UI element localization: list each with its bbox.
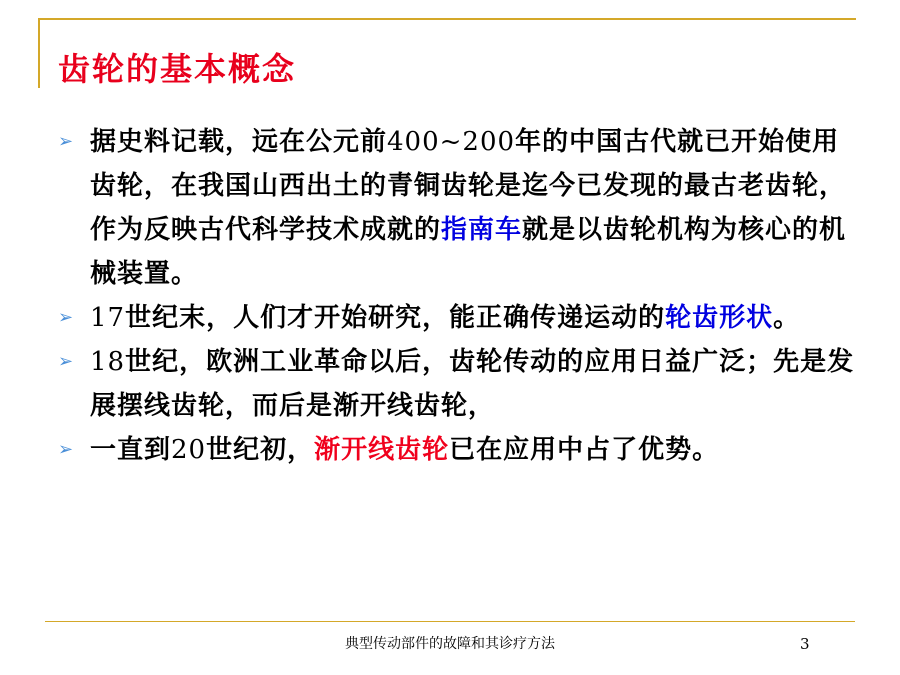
bullet-item-1	[56, 120, 856, 296]
bullet-1-before: 据史料记载，远在公元前	[90, 127, 388, 157]
bullet-1-year-range: 400~200	[387, 127, 516, 157]
arrow-bullet-icon: ➢	[58, 131, 75, 152]
footer-divider-line	[45, 621, 855, 622]
bullet-4-text: 世纪初，	[206, 435, 315, 465]
bullet-3-century: 18	[90, 347, 126, 377]
bullet-1-highlight: 指南车	[441, 215, 523, 245]
slide-title: 齿轮的基本概念	[58, 50, 297, 88]
bullet-4-before: 一直到	[90, 435, 172, 465]
bullet-1-after: 年的中国古代就已开始使用齿轮，在我国山西出土的青铜齿轮是迄今已发现的最古老齿轮，作为反映古代科学技术成就的	[90, 127, 847, 245]
arrow-bullet-icon: ➢	[58, 307, 75, 328]
bullet-2-century: 17	[90, 303, 126, 333]
footer-text: 典型传动部件的故障和其诊疗方法	[345, 636, 555, 652]
bullet-item-3	[56, 340, 856, 428]
bullet-list	[56, 120, 856, 472]
bullet-1-tail: 就是以齿轮机构为核心的机械装置。	[90, 215, 847, 289]
bullet-4-highlight: 渐开线齿轮	[314, 435, 450, 465]
bullet-4-century: 20	[171, 435, 207, 465]
left-accent-line	[38, 18, 40, 88]
bullet-2-highlight: 轮齿形状	[665, 303, 774, 333]
page-number: 3	[800, 635, 810, 653]
arrow-bullet-icon: ➢	[58, 439, 75, 460]
arrow-bullet-icon: ➢	[58, 351, 75, 372]
bullet-2-tail: 。	[773, 303, 801, 333]
bullet-3-text: 世纪，欧洲工业革命以后，齿轮传动的应用日益广泛；先是发展摆线齿轮，而后是渐开线齿轮，	[90, 347, 855, 421]
bullet-item-2	[56, 296, 856, 340]
bullet-4-tail: 已在应用中占了优势。	[449, 435, 720, 465]
top-divider-line	[38, 18, 856, 20]
bullet-2-text: 世纪末，人们才开始研究，能正确传递运动的	[125, 303, 666, 333]
bullet-item-4	[56, 428, 856, 472]
